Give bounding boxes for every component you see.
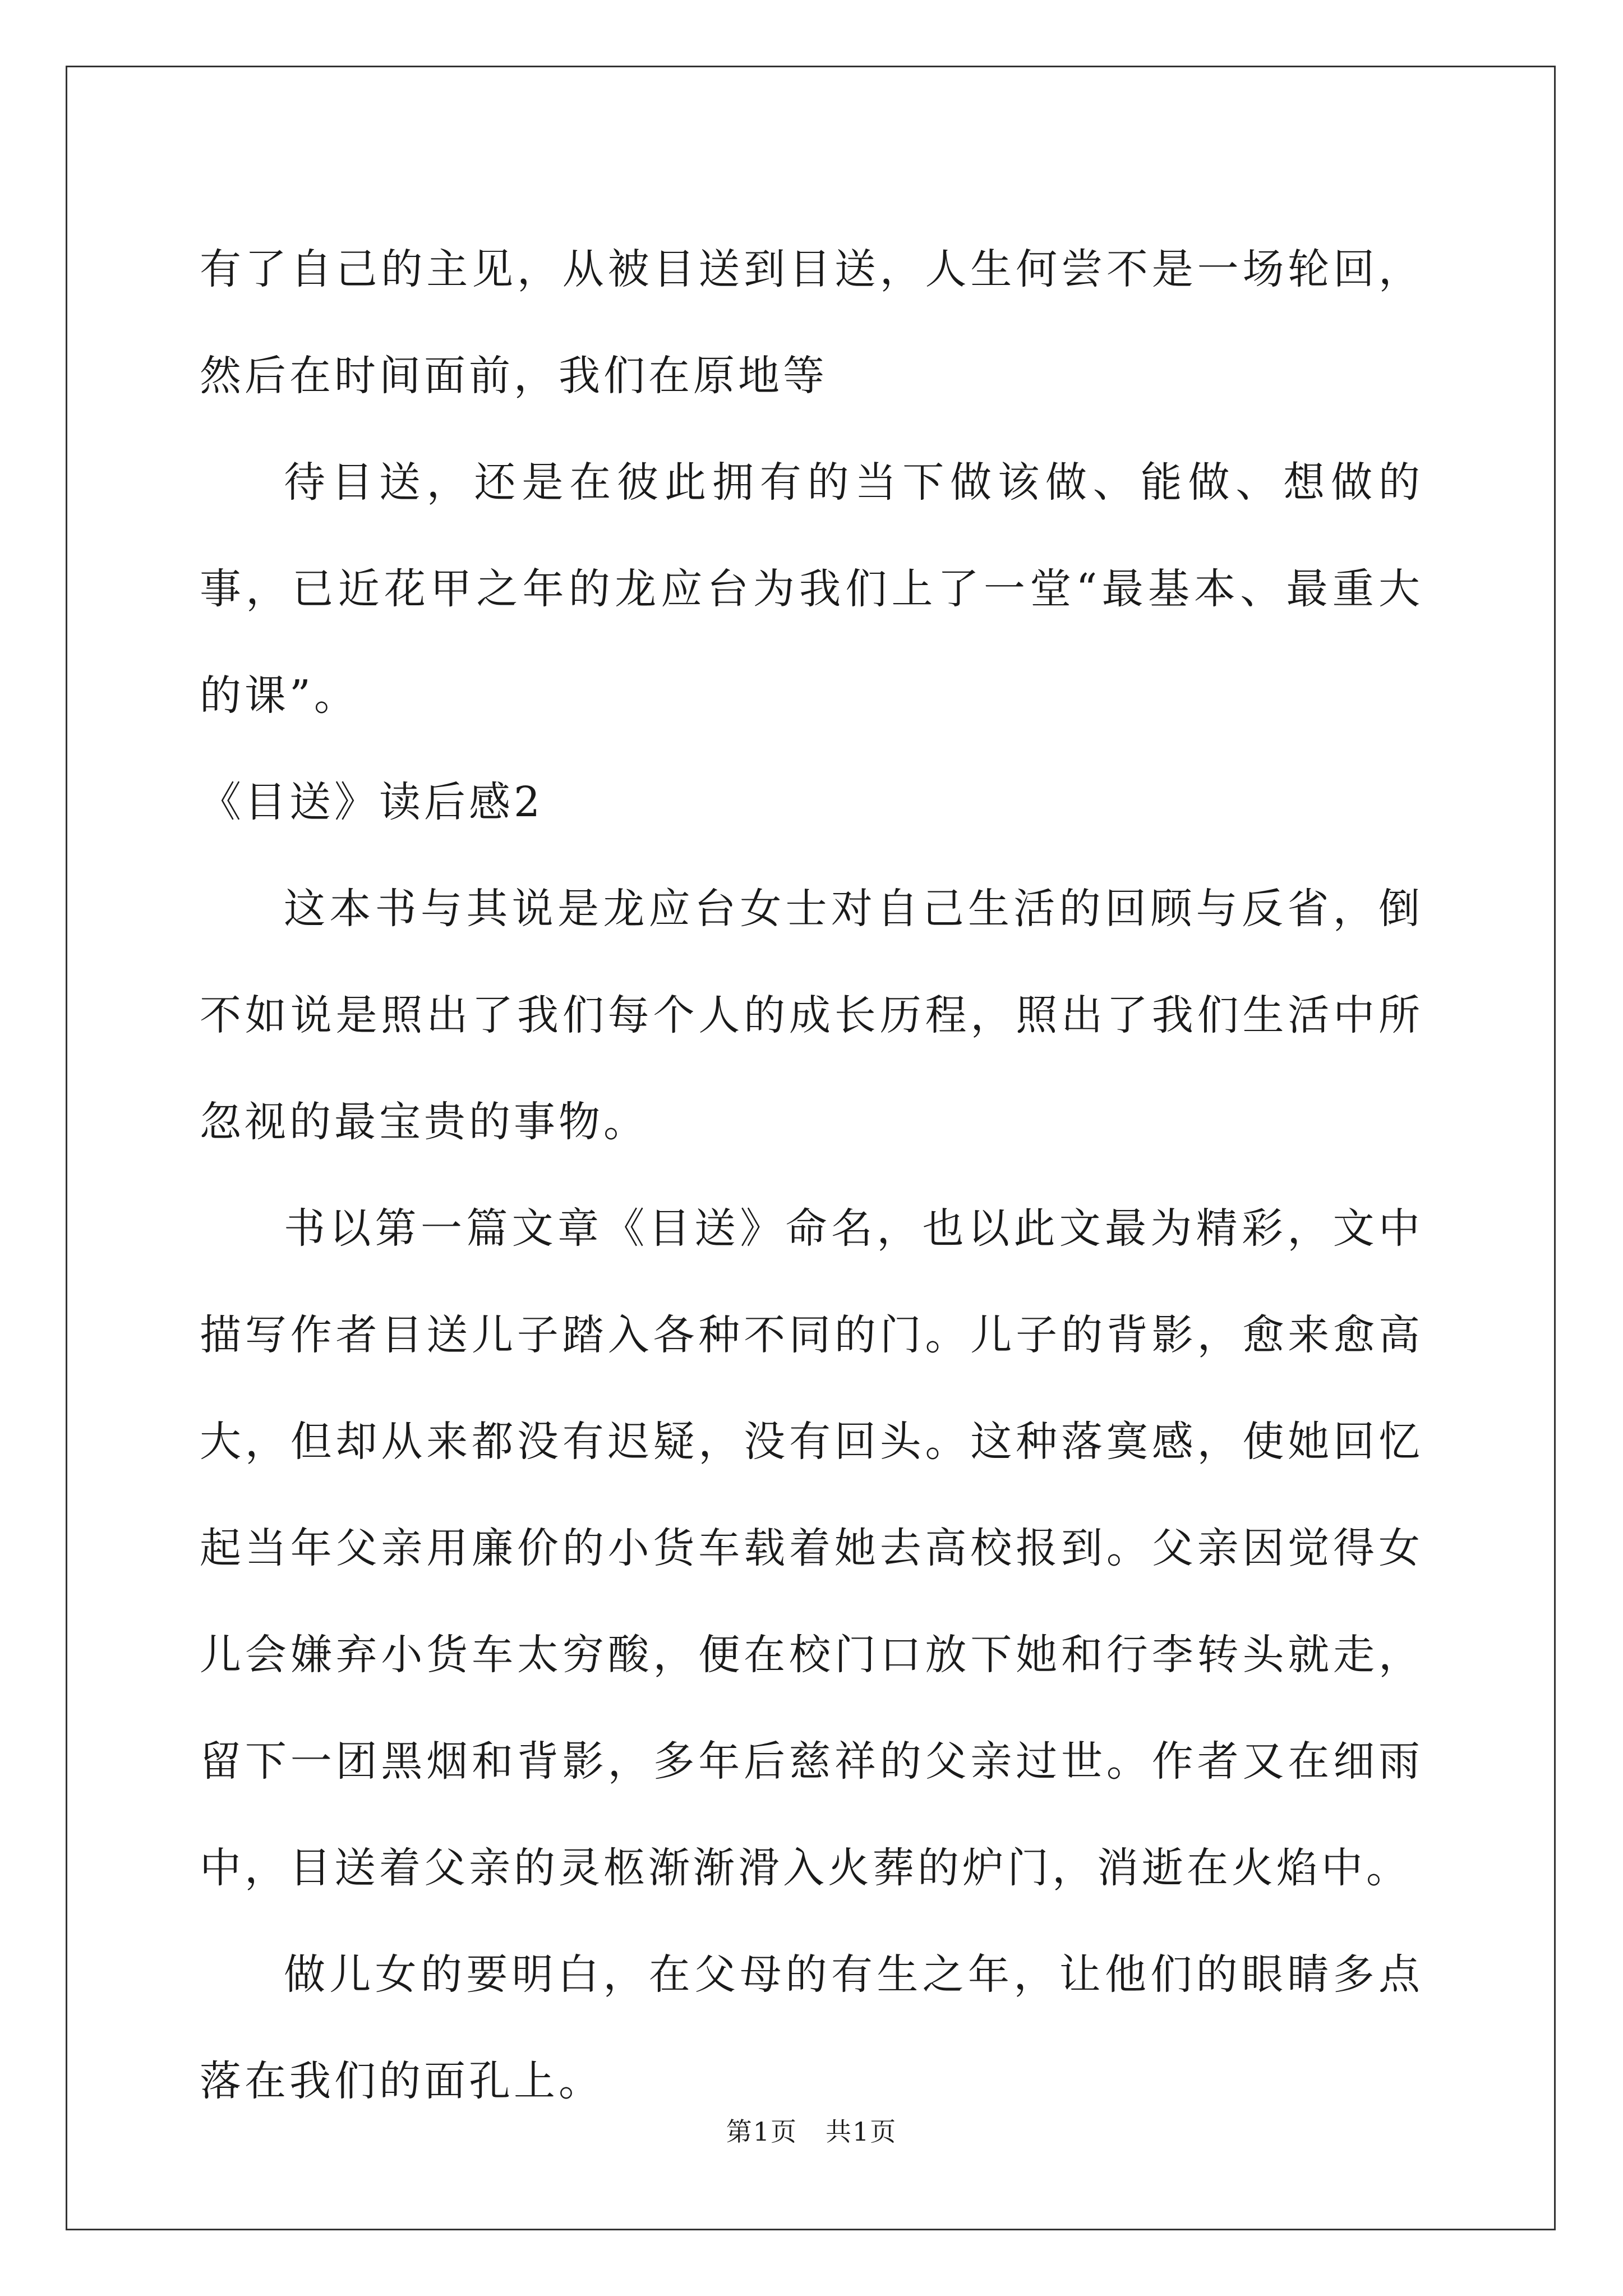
- paragraph: 待目送，还是在彼此拥有的当下做该做、能做、想做的事，已近花甲之年的龙应台为我们上了一堂“最基本、最重大的课”。: [200, 458, 1423, 720]
- paragraph: 这本书与其说是龙应台女士对自己生活的回顾与反省，倒不如说是照出了我们每个人的成长历程，照出了我们生活中所忽视的最宝贵的事物。: [200, 885, 1423, 1146]
- paragraph: 书以第一篇文章《目送》命名，也以此文最为精彩，文中描写作者目送儿子踏入各种不同的门。儿子的背影，愈来愈高大，但却从来都没有迟疑，没有回头。这种落寞感，使她回忆起当年父亲用廉价的小货车载着她去高校报到。父亲因觉得女儿会嫌弃小货车太穷酸，便在校门口放下她和行李转头就走，留下一团黑烟和背影，多年后慈祥的父亲过世。作者又在细雨中，目送着父亲的灵柩渐渐滑入火葬的炉门，消逝在火焰中。: [200, 1204, 1423, 1892]
- document-body: [200, 216, 1423, 2134]
- paragraph: 做儿女的要明白，在父母的有生之年，让他们的眼睛多点落在我们的面孔上。: [200, 1950, 1423, 2105]
- page-total: 共1页: [826, 2116, 897, 2147]
- page-footer: [0, 2115, 1623, 2148]
- page-number: 第1页: [726, 2116, 797, 2147]
- section-title: 《目送》读后感2: [200, 778, 544, 826]
- paragraph: 有了自己的主见，从被目送到目送，人生何尝不是一场轮回，然后在时间面前，我们在原地等: [200, 245, 1423, 400]
